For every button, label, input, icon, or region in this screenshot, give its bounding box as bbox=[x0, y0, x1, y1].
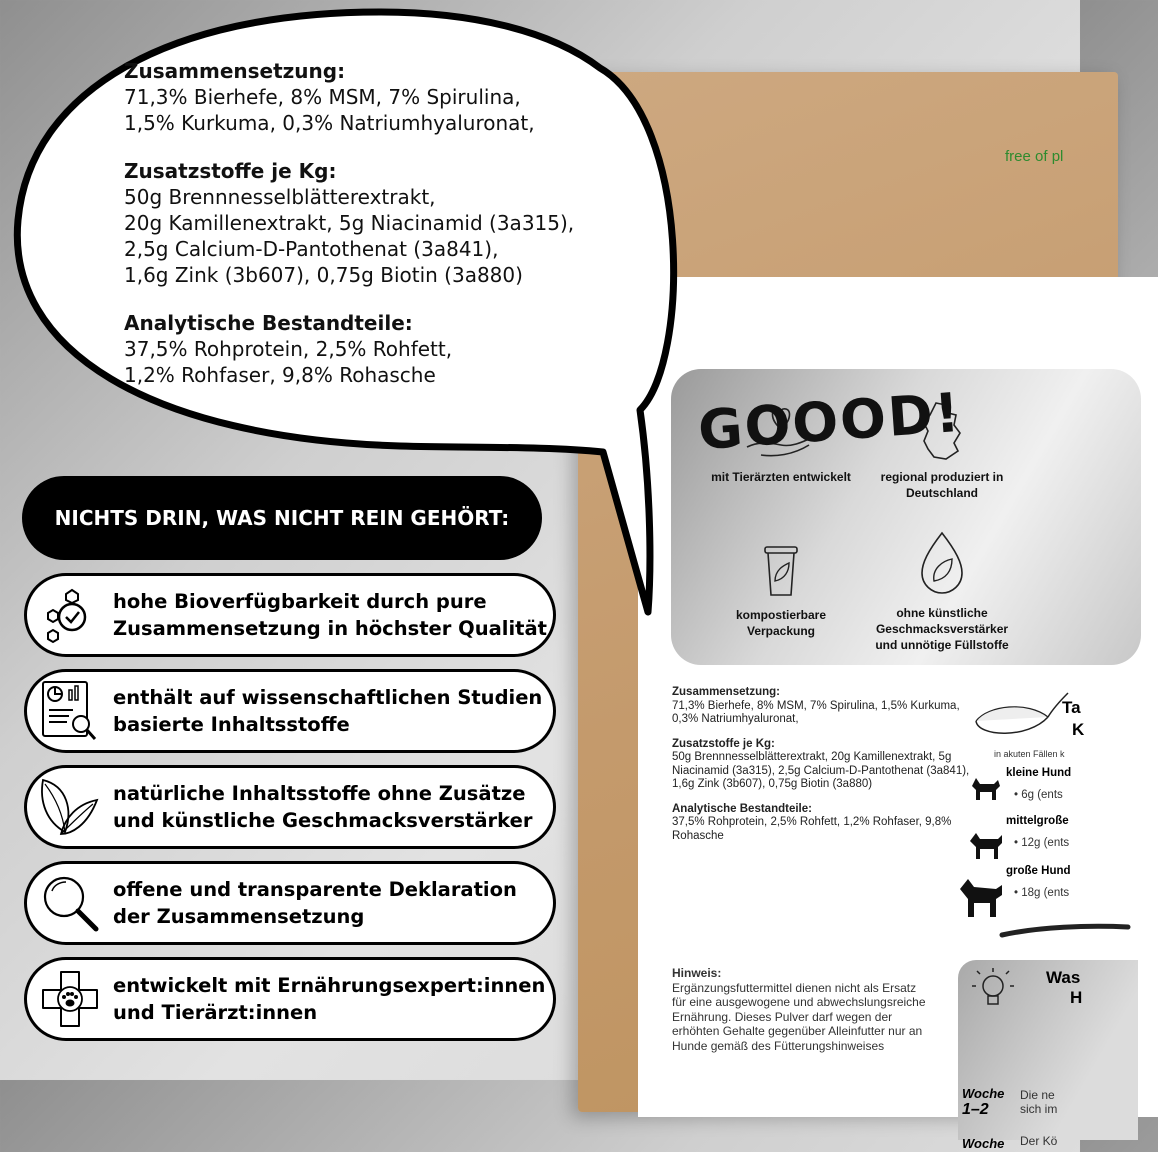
brand-logo: GOOOD! bbox=[696, 380, 964, 463]
bubble-content bbox=[124, 58, 604, 410]
medical-cross-paw-icon bbox=[39, 968, 101, 1030]
nothing-inside-banner: NICHTS DRIN, WAS NICHT REIN GEHÖRT: bbox=[22, 476, 542, 560]
bubble-additives: Zusatzstoffe je Kg: 50g Brennnesselblätterextrakt, 20g Kamillenextrakt, 5g Niacinamid (3a315), 2,5g Calcium-D-Pantothenat (3a841), 1,6g Zink (3b607), 0,75g Biotin (3a880) bbox=[124, 159, 575, 287]
report-magnifier-icon bbox=[39, 678, 101, 744]
benefit-transparent: offene und transparente Deklaration der Zusammensetzung bbox=[24, 861, 556, 945]
feature-regional: regional produziert in Deutschland bbox=[867, 399, 1017, 501]
benefit-natural: natürliche Inhaltsstoffe ohne Zusätze und künstliche Geschmacksverstärker bbox=[24, 765, 556, 849]
benefit-studies: enthält auf wissenschaftlichen Studien basierte Inhaltsstoffe bbox=[24, 669, 556, 753]
hint-section: Hinweis: Ergänzungsfuttermittel dienen nicht als Ersatz für eine ausgewogene und abwechslungsreiche Ernährung. Dieses Pulver darf wegen der erhöhten Gehalte gegenüber Alleinfutter nur an Hunde gemäß des Fütterungshinweises bbox=[672, 966, 926, 1053]
feature-no-additives: ohne künstliche Geschmacksverstärker und unnötige Füllstoffe bbox=[867, 529, 1017, 653]
package-composition: Zusammensetzung: 71,3% Bierhefe, 8% MSM, 7% Spirulina, 1,5% Kurkuma, 0,3% Natriumhyaluronat, Zusatzstoffe je Kg: 50g Brennnesselblätterextrakt, 20g Kamillenextrakt, 5g Niacinamid (3a315), 2,5g Calcium-D-Pantothenat (3a841), 1,6g Zink (3b607), 0,75g Biotin (3a880) Analytische Bestandteile: 37,5% Rohprotein, 2,5% Rohfett, 1,2% Rohfaser, 9,8% Rohasche bbox=[672, 686, 970, 842]
benefit-experts: entwickelt mit Ernährungsexpert:innen und Tierärzt:innen bbox=[24, 957, 556, 1041]
bubble-analytic: Analytische Bestandteile: 37,5% Rohprotein, 2,5% Rohfett, 1,2% Rohfaser, 9,8% Rohasche bbox=[124, 311, 453, 387]
weeks-panel: Was H Woche 1–2 Die ne sich im Woche Der Kö bbox=[958, 960, 1138, 1140]
plastic-free-note: free of pl bbox=[1005, 148, 1064, 165]
feature-vets: mit Tierärzten entwickelt bbox=[706, 399, 856, 485]
feature-compostable: kompostierbare Verpackung bbox=[706, 537, 856, 639]
bubble-composition: Zusammensetzung: 71,3% Bierhefe, 8% MSM, 7% Spirulina, 1,5% Kurkuma, 0,3% Natriumhyaluronat, bbox=[124, 59, 535, 135]
molecule-check-icon bbox=[40, 585, 100, 645]
magnifier-icon bbox=[40, 873, 100, 933]
dosage-table: Ta K in akuten Fällen k kleine Hund • 6g (ents mittelgroße • 12g (ents große Hund • 18g (ents bbox=[968, 677, 1118, 947]
leaves-icon bbox=[37, 776, 103, 838]
benefit-bioavailability: hohe Bioverfügbarkeit durch pure Zusammensetzung in höchster Qualität bbox=[24, 573, 556, 657]
